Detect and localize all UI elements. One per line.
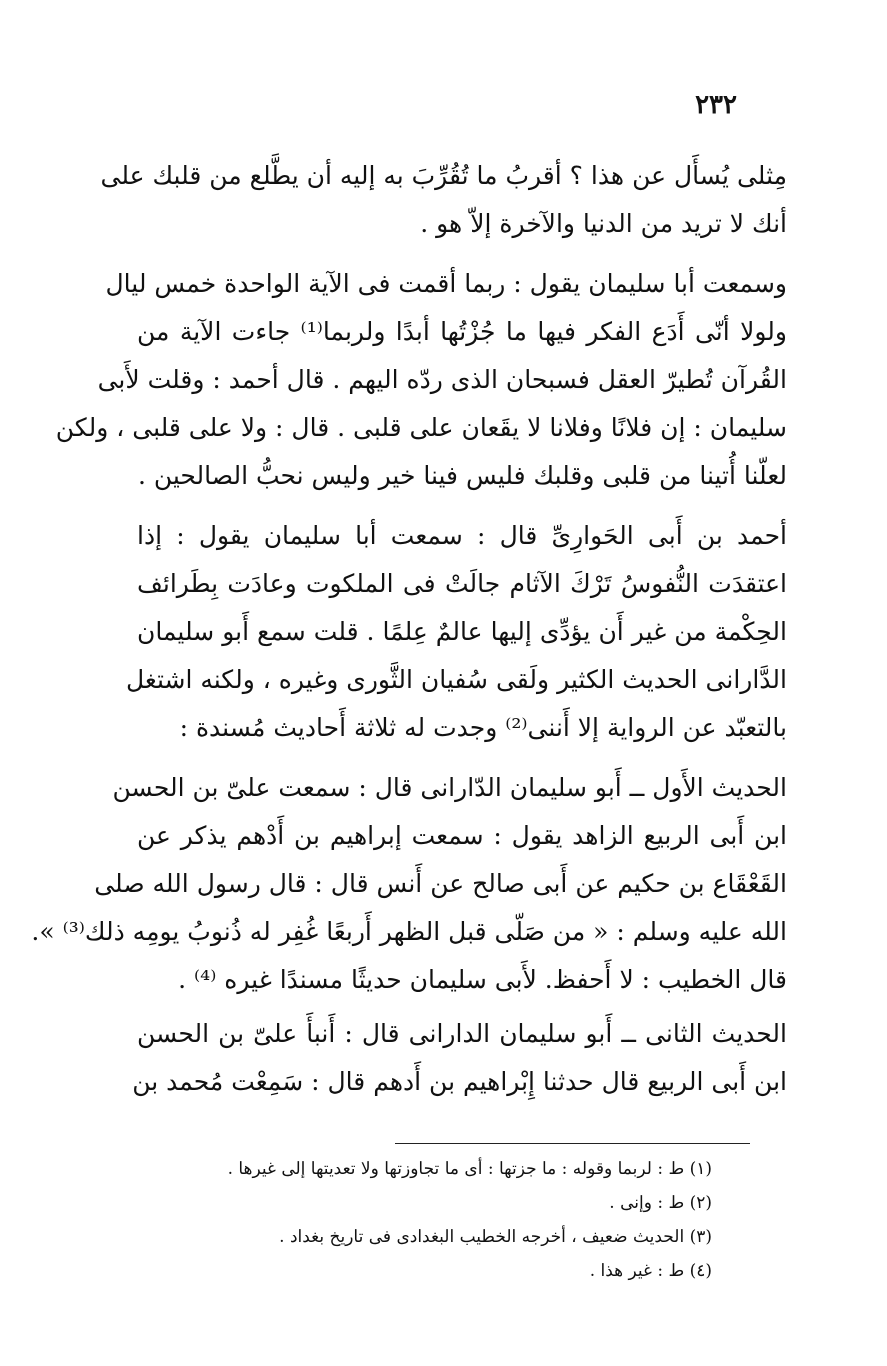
- text-line: لعلّنا أُتينا من قلبى وقلبك فليس فينا خير وليس نحبُّ الصالحين .: [137, 461, 787, 490]
- text-line: الله عليه وسلم : « من صَلّى قبل الظهر أَربعًا غُفِر له ذُنوبُ يومِه ذلك⁽³⁾ ».: [31, 917, 787, 946]
- paragraph: [137, 956, 787, 1004]
- text-line: قال الخطيب : لا أَحفظ. لأَبى سليمان حديثًا مسندًا غيره ⁽⁴⁾ .: [178, 965, 787, 994]
- text-line: ابن أَبى الربيع الزاهد يقول : سمعت إبراهيم بن أَدْهم يذكر عن: [137, 821, 787, 850]
- text-line: الحديث الأَول ــ أَبو سليمان الدّارانى قال : سمعت علىّ بن الحسن: [112, 773, 787, 802]
- paragraph: [31, 764, 787, 956]
- paragraph: [125, 512, 787, 752]
- footnote: (٣) الحديث ضعيف ، أخرجه الخطيب البغدادى فى تاريخ بغداد .: [279, 1227, 712, 1247]
- text-line: وسمعت أبا سليمان يقول : ربما أقمت فى الآية الواحدة خمس ليال: [105, 269, 787, 298]
- text-line: ابن أَبى الربيع قال حدثنا إِبْراهيم بن أَدهم قال : سَمِعْت مُحمد بن: [132, 1067, 787, 1096]
- text-line: سليمان : إن فلانًا وفلانا لا يقَعان على قلبى . قال : ولا على قلبى ، ولكن: [55, 413, 787, 442]
- footnote: (١) ط : لربما وقوله : ما جزتها : أى ما تجاوزتها ولا تعديتها إلى غيرها .: [227, 1159, 712, 1179]
- text-line: مِثلى يُسأَل عن هذا ؟ أقربُ ما تُقُرِّبَ به إليه أن يطَّلع من قلبك على: [100, 161, 787, 190]
- footnotes: [152, 1152, 712, 1288]
- text-line: ولولا أنّى أَدَع الفكر فيها ما جُزْتُها أبدًا ولربما⁽¹⁾ جاءت الآية من: [137, 317, 787, 346]
- text-line: اعتقدَت النُّفوسُ تَرْكَ الآثام جالَتْ فى الملكوت وعادَت بِطَرائف: [137, 569, 787, 598]
- paragraph: [55, 260, 787, 500]
- footnote: (٤) ط : غير هذا .: [589, 1261, 712, 1281]
- text-line: أنك لا تريد من الدنيا والآخرة إلاّ هو .: [420, 209, 787, 238]
- text-line: أحمد بن أَبى الحَوارِىِّ قال : سمعت أبا سليمان يقول : إذا: [137, 521, 787, 550]
- text-line: بالتعبّد عن الرواية إلا أَننى⁽²⁾ وجدت له ثلاثة أَحاديث مُسندة :: [179, 713, 787, 742]
- text-line: القُرآن تُطيرّ العقل فسبحان الذى ردّه اليهم . قال أحمد : وقلت لأَبى: [97, 365, 787, 394]
- paragraph: [132, 1010, 787, 1106]
- body-text: [31, 152, 787, 1106]
- text-line: الدَّارانى الحديث الكثير ولَقى سُفيان الثَّورى وغيره ، ولكنه اشتغل: [125, 665, 787, 694]
- text-line: الحِكْمة من غير أَن يؤدِّى إليها عالمٌ عِلمًا . قلت سمع أَبو سليمان: [137, 617, 787, 646]
- footnote: (٢) ط : وإنى .: [609, 1193, 712, 1213]
- text-line: القَعْقَاع بن حكيم عن أَبى صالح عن أَنس قال : قال رسول الله صلى: [94, 869, 787, 898]
- footnote-divider: [395, 1143, 750, 1144]
- paragraph: [100, 152, 787, 248]
- page-number: ٢٣٢: [695, 90, 737, 120]
- text-line: الحديث الثانى ــ أَبو سليمان الدارانى قال : أَنبأَ علىّ بن الحسن: [137, 1019, 787, 1048]
